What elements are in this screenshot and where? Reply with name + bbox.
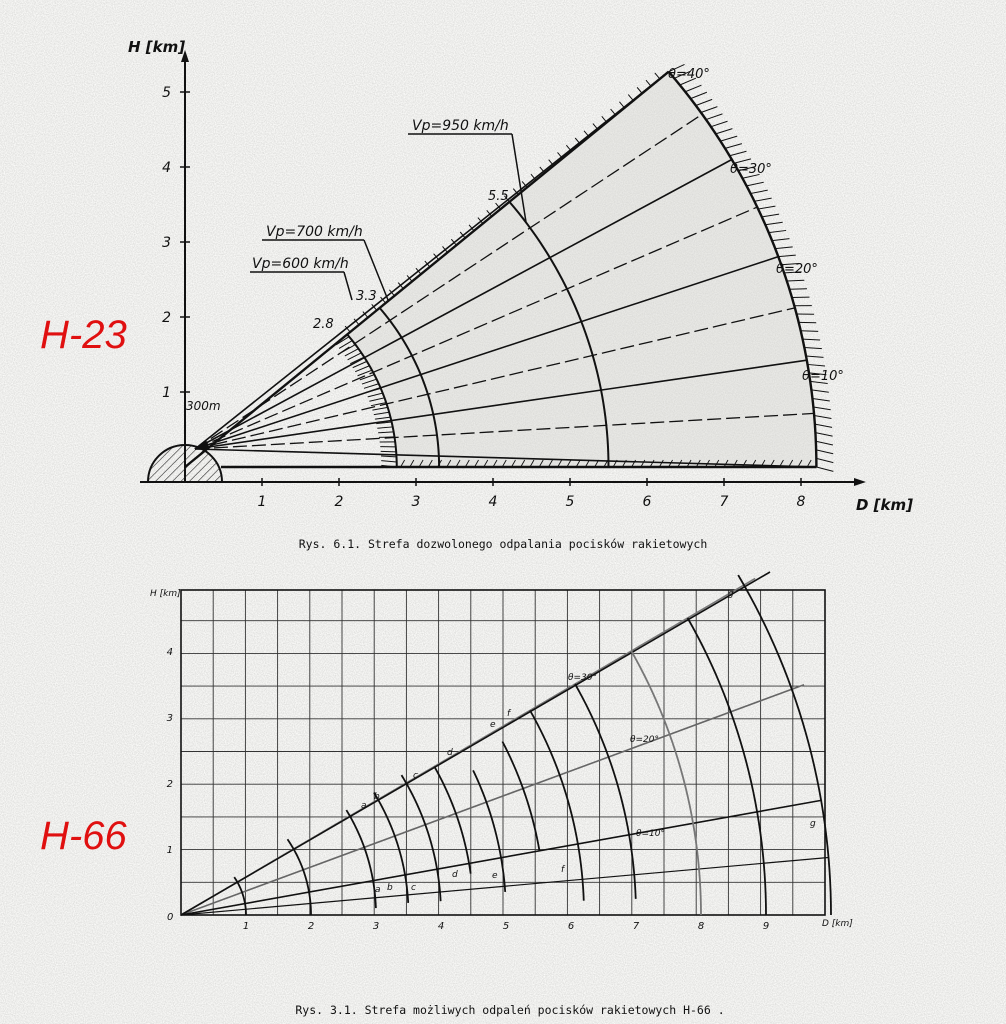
top-hatch-inner: [381, 451, 396, 452]
top-vp950-label: Vp=950 km/h: [412, 118, 509, 134]
top-x-tick-label-7: 7: [719, 494, 729, 510]
top-y-axis-label: H [km]: [128, 38, 186, 56]
top-hatch-inner: [379, 437, 394, 438]
bottom-x-tick-label-1: 1: [242, 921, 250, 932]
top-range-2-8: 2.8: [313, 317, 334, 332]
bottom-y-tick-label-4: 4: [166, 647, 173, 658]
bottom-y-axis-label: H [km]: [150, 589, 181, 599]
annotation-h66: H-66: [40, 814, 127, 858]
top-theta-30-label: θ=30°: [730, 162, 772, 177]
bottom-curve-letter-bottom-b: b: [387, 883, 393, 893]
bottom-x-tick-label-7: 7: [632, 921, 640, 932]
bottom-curve-letter-bottom-e: e: [492, 871, 498, 881]
bottom-theta-10-label: θ=10°: [636, 829, 665, 839]
bottom-x-axis-label: D [km]: [822, 919, 853, 929]
top-y-tick-label-3: 3: [162, 235, 171, 251]
top-x-tick-label-4: 4: [488, 494, 498, 510]
bottom-curve-letter-top-g: g: [728, 589, 734, 599]
top-vp700-label: Vp=700 km/h: [266, 224, 363, 240]
bottom-y-tick-label-2: 2: [166, 779, 173, 790]
bottom-curve-letter-top-d: d: [447, 748, 453, 758]
top-hatch-outer: [801, 331, 819, 332]
bottom-x-tick-label-9: 9: [762, 921, 770, 932]
annotation-h23: H-23: [40, 313, 127, 357]
top-theta-20-label: θ=20°: [776, 262, 818, 277]
bottom-caption: Rys. 3.1. Strefa możliwych odpaleń pocisków rakietowych H-66 .: [295, 1003, 725, 1017]
top-theta-10-label: θ=10°: [802, 369, 844, 384]
bottom-curve-letter-top-c: c: [413, 771, 418, 781]
bottom-curve-letter-top-a: a: [361, 801, 367, 811]
bottom-x-tick-label-8: 8: [697, 921, 705, 932]
bottom-theta-20-label: θ=20°: [630, 735, 659, 745]
bottom-x-tick-label-5: 5: [502, 921, 510, 932]
top-x-tick-label-2: 2: [334, 494, 344, 510]
bottom-x-tick-label-4: 4: [437, 921, 445, 932]
bottom-curve-letter-top-b: b: [374, 792, 380, 802]
top-y-tick-label-2: 2: [162, 310, 171, 326]
top-hatch-outer: [789, 289, 807, 290]
bottom-curve-letter-bottom-g: g: [810, 819, 816, 829]
bottom-curve-letter-bottom-c: c: [411, 883, 416, 893]
bottom-curve-letter-top-e: e: [490, 720, 496, 730]
top-x-axis-label: D [km]: [856, 496, 913, 514]
top-x-tick-label-1: 1: [257, 494, 267, 510]
top-x-tick-label-6: 6: [642, 494, 652, 510]
top-caption: Rys. 6.1. Strefa dozwolonego odpalania pocisków rakietowych: [298, 537, 708, 551]
top-x-tick-label-5: 5: [565, 494, 575, 510]
top-x-tick-label-3: 3: [411, 494, 421, 510]
top-y-tick-label-4: 4: [162, 160, 171, 176]
top-range-3-3: 3.3: [356, 289, 377, 304]
top-vp600-label: Vp=600 km/h: [252, 256, 349, 272]
bottom-y-tick-label-3: 3: [166, 713, 173, 724]
bottom-x-tick-label-2: 2: [307, 921, 315, 932]
bottom-curve-letter-bottom-a: a: [375, 885, 381, 895]
top-y-tick-label-5: 5: [162, 85, 171, 101]
top-min-alt-label: 300m: [186, 399, 221, 413]
top-x-tick-label-8: 8: [796, 494, 806, 510]
bottom-x-tick-label-6: 6: [567, 921, 575, 932]
bottom-curve-letter-top-f: f: [507, 709, 511, 719]
bottom-curve-letter-bottom-d: d: [452, 870, 458, 880]
bottom-y-tick-label-1: 1: [166, 845, 173, 856]
bottom-x-tick-label-3: 3: [372, 921, 380, 932]
top-range-5-5: 5.5: [488, 189, 509, 204]
bottom-theta-30-label: θ=30°: [568, 673, 597, 683]
top-y-tick-label-1: 1: [162, 385, 171, 401]
bottom-curve-letter-bottom-f: f: [561, 865, 565, 875]
top-theta-40-label: θ=40°: [668, 67, 710, 82]
bottom-origin-label: 0: [167, 912, 174, 923]
